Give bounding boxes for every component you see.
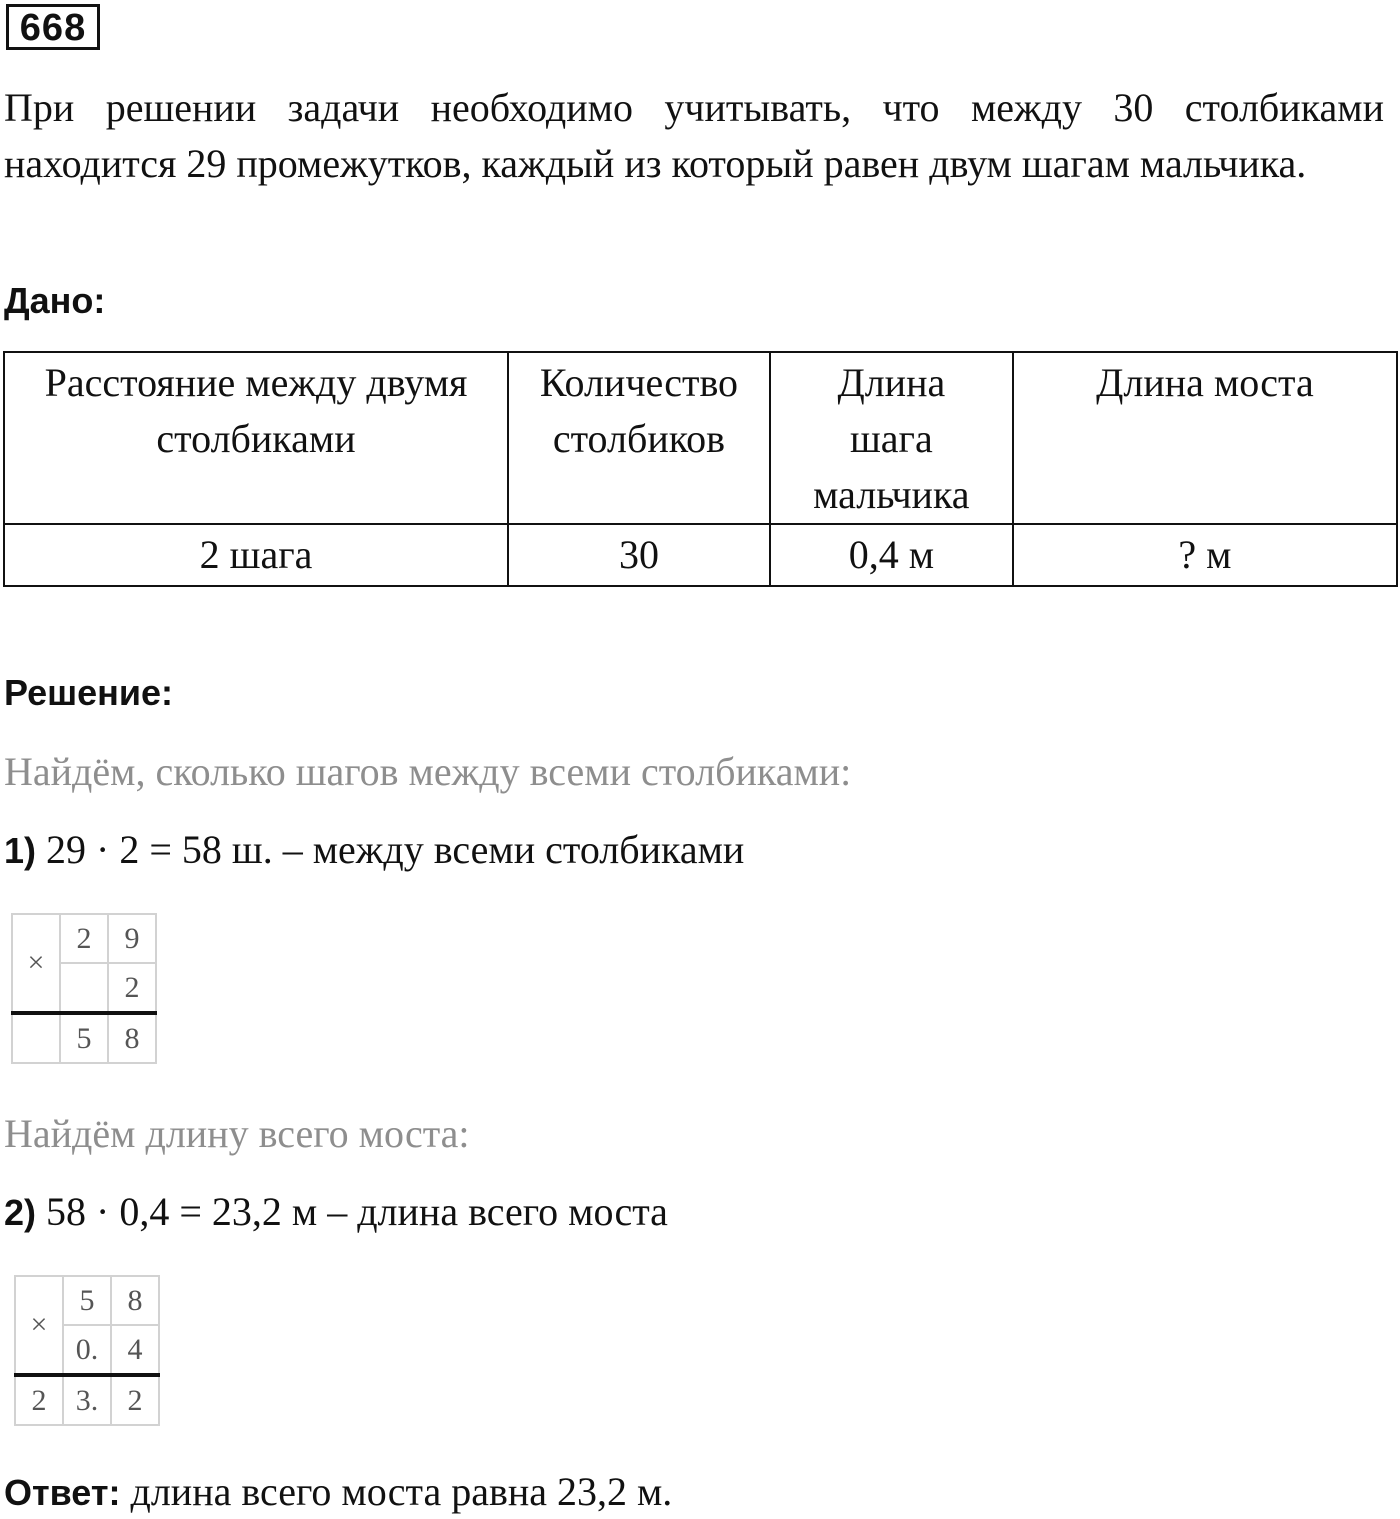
step-1-hint: Найдём, сколько шагов между всеми столбиками:	[4, 749, 852, 794]
grid-cell: 4	[111, 1325, 159, 1375]
step-2-calc-grid	[14, 1275, 160, 1426]
grid-cell: 8	[111, 1276, 159, 1325]
grid-cell: 8	[108, 1013, 156, 1063]
answer-text: длина всего моста равна 23,2 м.	[130, 1469, 673, 1514]
problem-number: 668	[6, 4, 100, 50]
grid-cell	[12, 1013, 60, 1063]
step-1	[4, 826, 744, 873]
grid-cell	[60, 963, 108, 1013]
multiply-operator: ×	[12, 914, 60, 1013]
grid-cell: 0.	[63, 1325, 111, 1375]
given-table-value-row	[4, 524, 1397, 586]
step-2-text: 58 · 0,4 = 23,2 м – длина всего моста	[46, 1189, 668, 1234]
step-1-calc-grid	[11, 913, 157, 1064]
header-cell-bridge-length: Длина моста	[1013, 352, 1397, 524]
step-2-hint: Найдём длину всего моста:	[4, 1111, 470, 1156]
grid-cell: 2	[15, 1375, 63, 1425]
grid-cell: 5	[63, 1276, 111, 1325]
step-1-number: 1)	[4, 830, 37, 871]
answer-label: Ответ:	[4, 1472, 121, 1513]
grid-cell: 3.	[63, 1375, 111, 1425]
multiply-operator: ×	[15, 1276, 63, 1375]
grid-cell: 2	[60, 914, 108, 963]
value-cell-step-length: 0,4 м	[770, 524, 1013, 586]
step-2-number: 2)	[4, 1192, 37, 1233]
given-table-header-row	[4, 352, 1397, 524]
step-1-text: 29 · 2 = 58 ш. – между всеми столбиками	[46, 827, 745, 872]
grid-cell: 5	[60, 1013, 108, 1063]
grid-cell: 9	[108, 914, 156, 963]
grid-cell: 2	[108, 963, 156, 1013]
header-cell-count: Количество столбиков	[508, 352, 770, 524]
given-label: Дано:	[4, 280, 106, 321]
step-2	[4, 1188, 668, 1235]
value-cell-distance: 2 шага	[4, 524, 508, 586]
solution-label: Решение:	[4, 672, 174, 713]
given-table	[3, 351, 1398, 587]
value-cell-count: 30	[508, 524, 770, 586]
value-cell-bridge-length: ? м	[1013, 524, 1397, 586]
header-cell-step-length: Длина шага мальчика	[770, 352, 1013, 524]
grid-cell: 2	[111, 1375, 159, 1425]
problem-intro: При решении задачи необходимо учитывать, что между 30 столбиками находится 29 промежутков, каждый из который равен двум шагам мальчика.	[4, 85, 1384, 186]
header-cell-distance: Расстояние между двумя столбиками	[4, 352, 508, 524]
answer	[4, 1468, 672, 1515]
